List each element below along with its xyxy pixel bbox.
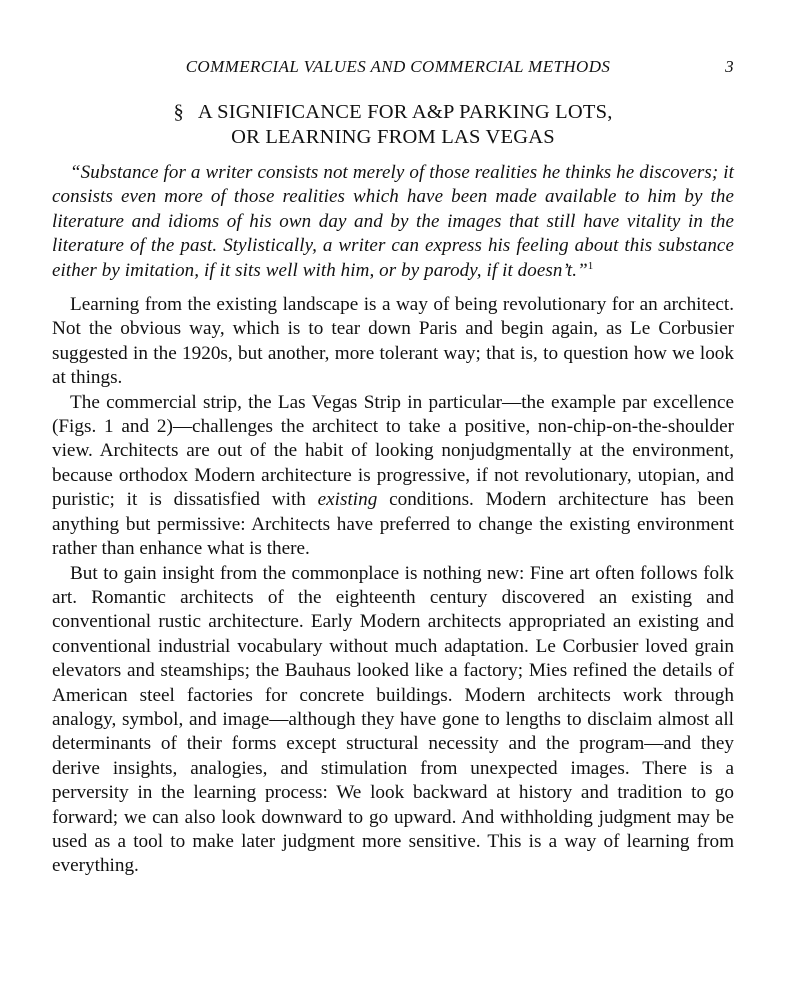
running-head-title: COMMERCIAL VALUES AND COMMERCIAL METHODS (185, 57, 611, 76)
footnote-marker: 1 (587, 259, 594, 272)
section-heading (52, 100, 734, 150)
paragraph-2-text-a: The commercial strip, the Las Vegas Strip in particular—the example par excellence (Figs. 1 and 2)—challenges the architect to take a positive, non-chip-on-the-shoulder view. Architects are out of the habit of looking nonjudgmentally at the environment, because orthodox Modern architecture is progressive, if not revolutionary, utopian, and puristic; it is dissatisfied with (52, 391, 734, 511)
paragraph-1: Learning from the existing landscape is a way of being revolutionary for an architect. Not the obvious way, which is to tear down Paris and begin again, as Le Corbusier suggested in the 1920s, but another, more tolerant way; that is, to question how we look at things. (52, 294, 734, 389)
running-head (52, 54, 734, 80)
paragraph-2 (52, 391, 734, 562)
page-number: 3 (725, 57, 734, 76)
epigraph-text: “Substance for a writer consists not merely of those realities he thinks he discovers; it consists even more of those realities which have been made available to him by the literature and idioms of his own day and by the images that still have vitality in the literature of the past. Stylistically, a writer can express his feeling about this substance either by imitation, if it sits well with him, or by parody, if it doesn’t.” (52, 162, 734, 281)
section-title-line-1: A SIGNIFICANCE FOR A&P PARKING LOTS, (197, 101, 613, 123)
section-mark: § (173, 101, 184, 123)
body-text (52, 293, 734, 879)
book-page (52, 54, 734, 879)
emphasis-existing: existing (317, 489, 378, 511)
paragraph-3: But to gain insight from the commonplace is nothing new: Fine art often follows folk art. Romantic architects of the eighteenth century discovered an existing and conventional rustic architecture. Early Modern architects appropriated an existing and conventional industrial vocabulary without much adaptation. Le Corbusier loved grain elevators and steamships; the Bauhaus looked like a factory; Mies refined the details of American steel factories for concrete buildings. Modern architects work through analogy, symbol, and image—although they have gone to lengths to disclaim almost all determinants of their forms except structural necessity and the program—and they derive insights, analogies, and stimulation from unexpected images. There is a perversity in the learning process: We look backward at history and tradition to go forward; we can also look downward to go upward. And withholding judgment may be used as a tool to make later judgment more sensitive. This is a way of learning from everything. (52, 562, 734, 877)
section-title-line-2: OR LEARNING FROM LAS VEGAS (231, 126, 555, 148)
paragraph-2-text-b: conditions. Modern architecture has been anything but permissive: Architects have preferred to change the existing environment rather than enhance what is there. (52, 489, 734, 560)
section-heading-line-1 (52, 100, 734, 125)
epigraph-quote (52, 161, 734, 283)
